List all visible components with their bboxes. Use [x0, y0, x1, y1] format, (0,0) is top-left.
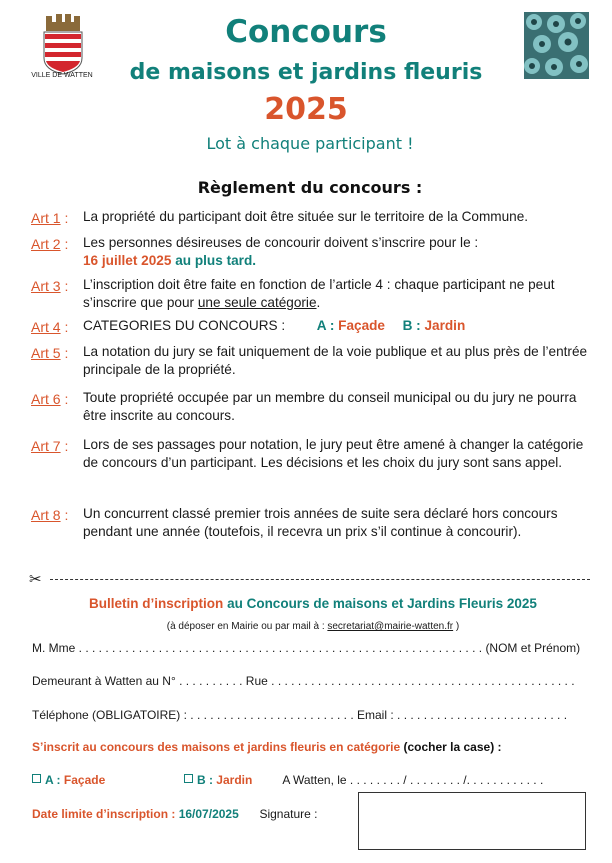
- article-4-label: Art 4 :: [31, 319, 69, 335]
- name-field[interactable]: M. Mme . . . . . . . . . . . . . . . . . . . . . . . . . . . . . . . . . . . . . . . . . . . . . . . . . . . . . . . . . . . . . (NOM et Prénom): [32, 641, 581, 655]
- article-3-text: L’inscription doit être faite en fonction de l’article 4 : chaque participant ne peut s’inscrire que pour une seule catégorie.: [83, 277, 555, 310]
- article-4-text: CATEGORIES DU CONCOURS : A : Façade B : Jardin: [83, 318, 466, 333]
- subtitle: Lot à chaque participant !: [206, 134, 414, 153]
- article-5-text: La notation du jury se fait uniquement de la voie publique et au plus près de l’entrée principale de la propriété.: [83, 344, 588, 377]
- title-line-2: de maisons et jardins fleuris: [129, 60, 483, 85]
- registration-form-title: Bulletin d’inscription au Concours de maisons et Jardins Fleuris 2025: [89, 596, 537, 611]
- title-year: 2025: [264, 92, 348, 127]
- article-8-text: Un concurrent classé premier trois années de suite sera déclaré hors concours pendant une année (toutefois, il recevra un prix s’il continue à concourir).: [83, 506, 558, 539]
- article-5-label: Art 5 :: [31, 345, 69, 361]
- article-6-text: Toute propriété occupée par un membre du conseil municipal ou du jury ne pourra être inscrite au concours.: [83, 390, 577, 423]
- address-field[interactable]: Demeurant à Watten au N° . . . . . . . . . . Rue . . . . . . . . . . . . . . . . . . . . . . . . . . . . . . . . . . . . . . . . . . . . . .: [32, 674, 575, 688]
- article-1-label: Art 1 :: [31, 210, 69, 226]
- scissors-icon: ✂: [29, 570, 42, 588]
- article-7-label: Art 7 :: [31, 438, 69, 454]
- cut-line: [50, 579, 590, 580]
- article-3-label: Art 3 :: [31, 278, 69, 294]
- jardin-checkbox[interactable]: B : Jardin: [184, 773, 252, 787]
- facade-checkbox[interactable]: A : Façade: [32, 773, 105, 787]
- checkbox-icon[interactable]: [32, 774, 41, 783]
- signature-box[interactable]: [358, 792, 586, 850]
- article-7-text: Lors de ses passages pour notation, le jury peut être amené à changer la catégorie de concours d’un participant. Les décisions et les choix du jury sont sans appel.: [83, 437, 584, 470]
- rules-heading: Règlement du concours :: [197, 178, 423, 197]
- deposit-instructions: (à déposer en Mairie ou par mail à : secretariat@mairie-watten.fr ): [166, 621, 460, 632]
- title-line-1: Concours: [225, 14, 387, 50]
- article-2-label: Art 2 :: [31, 236, 69, 252]
- checkbox-icon[interactable]: [184, 774, 193, 783]
- date-field[interactable]: A Watten, le . . . . . . . . / . . . . . . . . /. . . . . . . . . . . .: [282, 773, 544, 787]
- article-8-label: Art 8 :: [31, 507, 69, 523]
- category-options: [32, 773, 592, 787]
- logo-caption: VILLE DE WATTEN: [31, 72, 93, 79]
- article-6-label: Art 6 :: [31, 391, 69, 407]
- category-instruction: S’inscrit au concours des maisons et jardins fleuris en catégorie (cocher la case) :: [32, 740, 502, 754]
- article-2-text: Les personnes désireuses de concourir doivent s’inscrire pour le : 16 juillet 2025 au plus tard.: [83, 235, 479, 268]
- email-link[interactable]: secretariat@mairie-watten.fr: [327, 621, 454, 632]
- deadline-row: Date limite d’inscription : 16/07/2025 Signature :: [32, 807, 318, 821]
- phone-email-field[interactable]: Téléphone (OBLIGATOIRE) : . . . . . . . . . . . . . . . . . . . . . . . . . Email : . . . . . . . . . . . . . . . . . . . . . . . . . .: [32, 708, 568, 722]
- article-1-text: La propriété du participant doit être située sur le territoire de la Commune.: [83, 209, 529, 224]
